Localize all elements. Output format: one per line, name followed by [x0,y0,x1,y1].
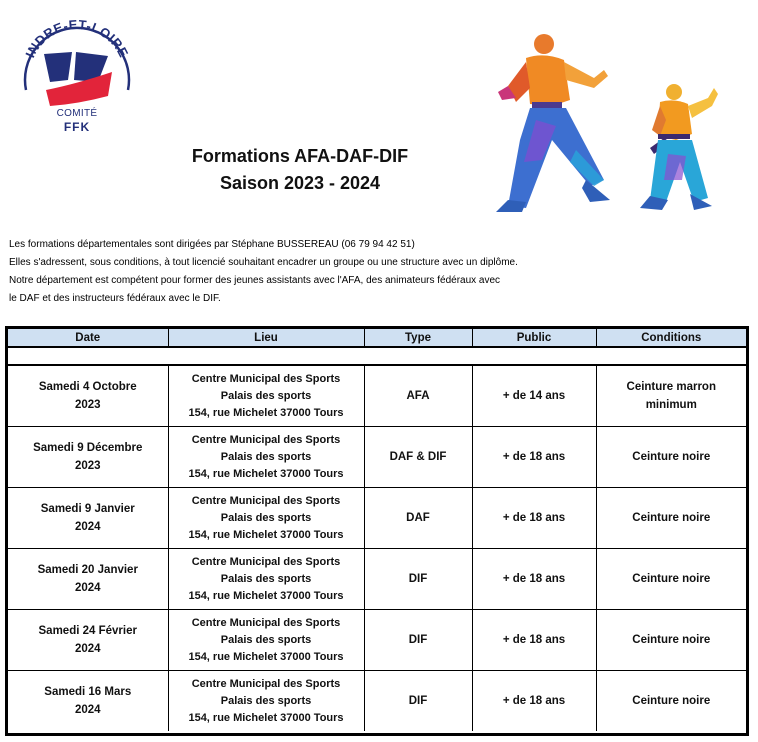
header-public: Public [472,329,596,347]
cell-type: AFA [364,365,472,427]
cell-lieu-line: Palais des sports [220,450,312,463]
cell-conditions-line: Ceinture noire [632,451,711,463]
logo-comite-label: COMITÉ [56,108,98,119]
cell-lieu-line: Palais des sports [220,511,312,524]
cell-public: + de 14 ans [472,365,596,427]
cell-conditions [596,671,746,732]
karate-figures-illustration [486,30,736,215]
cell-date [8,549,168,610]
cell-date-line: Samedi 24 Février [38,625,137,637]
intro-line: Elles s'adressent, sous conditions, à tout licencié souhaitant encadrer un groupe ou une structure avec un diplôme. [9,257,518,268]
cell-conditions-line: Ceinture noire [632,512,711,524]
cell-public: + de 18 ans [472,549,596,610]
cell-date [8,671,168,732]
table-row [8,671,746,732]
header-type: Type [364,329,472,347]
cell-conditions-line: minimum [645,399,697,411]
cell-lieu-line: Centre Municipal des Sports [191,494,341,507]
table-header-row [8,329,746,347]
cell-date-line: 2024 [74,521,101,533]
cell-conditions [596,427,746,488]
cell-date-line: 2024 [74,704,101,716]
cell-date-line: Samedi 4 Octobre [38,381,137,393]
formations-table [5,326,749,736]
title-line-2: Saison 2023 - 2024 [219,173,381,193]
cell-public: + de 18 ans [472,488,596,549]
cell-date [8,610,168,671]
cell-date-line: Samedi 9 Janvier [40,503,135,515]
cell-lieu-line: Palais des sports [220,633,312,646]
cell-lieu-line: 154, rue Michelet 37000 Tours [188,528,344,541]
table-row [8,610,746,671]
cell-conditions [596,610,746,671]
cell-conditions [596,549,746,610]
cell-date [8,427,168,488]
cell-conditions [596,365,746,427]
table-row [8,365,746,427]
cell-lieu [168,365,364,427]
table-spacer-row [8,347,746,365]
cell-lieu [168,488,364,549]
cell-lieu-line: Centre Municipal des Sports [191,677,341,690]
cell-lieu [168,427,364,488]
cell-date [8,488,168,549]
table-row [8,427,746,488]
cell-lieu-line: 154, rue Michelet 37000 Tours [188,589,344,602]
cell-lieu-line: Palais des sports [220,694,312,707]
cell-type: DAF & DIF [364,427,472,488]
child-karateka-icon [640,84,718,210]
intro-line: Notre département est compétent pour former des jeunes assistants avec l'AFA, des animateurs fédéraux avec [9,275,501,286]
cell-public: + de 18 ans [472,671,596,732]
cell-date [8,365,168,427]
title-line-1: Formations AFA-DAF-DIF [191,146,409,166]
intro-paragraph [9,236,749,308]
table-row [8,488,746,549]
cell-lieu [168,549,364,610]
cell-date-line: 2024 [74,582,101,594]
cell-date-line: Samedi 16 Mars [44,686,132,698]
cell-lieu-line: Centre Municipal des Sports [191,372,341,385]
logo-ffk-label: FFK [63,120,91,134]
cell-conditions-line: Ceinture noire [632,573,711,585]
cell-date-line: 2023 [74,399,101,411]
header-date: Date [8,329,168,347]
cell-public: + de 18 ans [472,610,596,671]
intro-line: le DAF et des instructeurs fédéraux avec le DIF. [9,293,221,304]
cell-lieu-line: Centre Municipal des Sports [191,616,341,629]
cell-lieu-line: Palais des sports [220,572,312,585]
cell-lieu-line: Centre Municipal des Sports [191,555,341,568]
table-row [8,549,746,610]
cell-lieu [168,610,364,671]
cell-lieu-line: Palais des sports [220,389,312,402]
cell-conditions-line: Ceinture noire [632,634,711,646]
cell-conditions-line: Ceinture noire [632,695,711,707]
committee-logo [16,12,138,136]
cell-type: DAF [364,488,472,549]
cell-conditions [596,488,746,549]
cell-type: DIF [364,610,472,671]
cell-lieu-line: 154, rue Michelet 37000 Tours [188,467,344,480]
cell-conditions-line: Ceinture marron [626,381,716,393]
cell-lieu [168,671,364,732]
cell-lieu-line: Centre Municipal des Sports [191,433,341,446]
cell-date-line: 2024 [74,643,101,655]
header-lieu: Lieu [168,329,364,347]
cell-type: DIF [364,549,472,610]
cell-date-line: Samedi 20 Janvier [37,564,138,576]
cell-type: DIF [364,671,472,732]
cell-lieu-line: 154, rue Michelet 37000 Tours [188,650,344,663]
cell-date-line: Samedi 9 Décembre [33,442,143,454]
page-title [150,143,450,197]
cell-date-line: 2023 [74,460,101,472]
header-conditions: Conditions [596,329,746,347]
cell-lieu-line: 154, rue Michelet 37000 Tours [188,406,344,419]
intro-line: Les formations départementales sont dirigées par Stéphane BUSSEREAU (06 79 94 42 51) [9,239,415,250]
adult-karateka-icon [496,34,610,212]
cell-lieu-line: 154, rue Michelet 37000 Tours [188,711,344,724]
logo-arc-text: INDRE-ET-LOIRE [22,16,132,60]
cell-public: + de 18 ans [472,427,596,488]
